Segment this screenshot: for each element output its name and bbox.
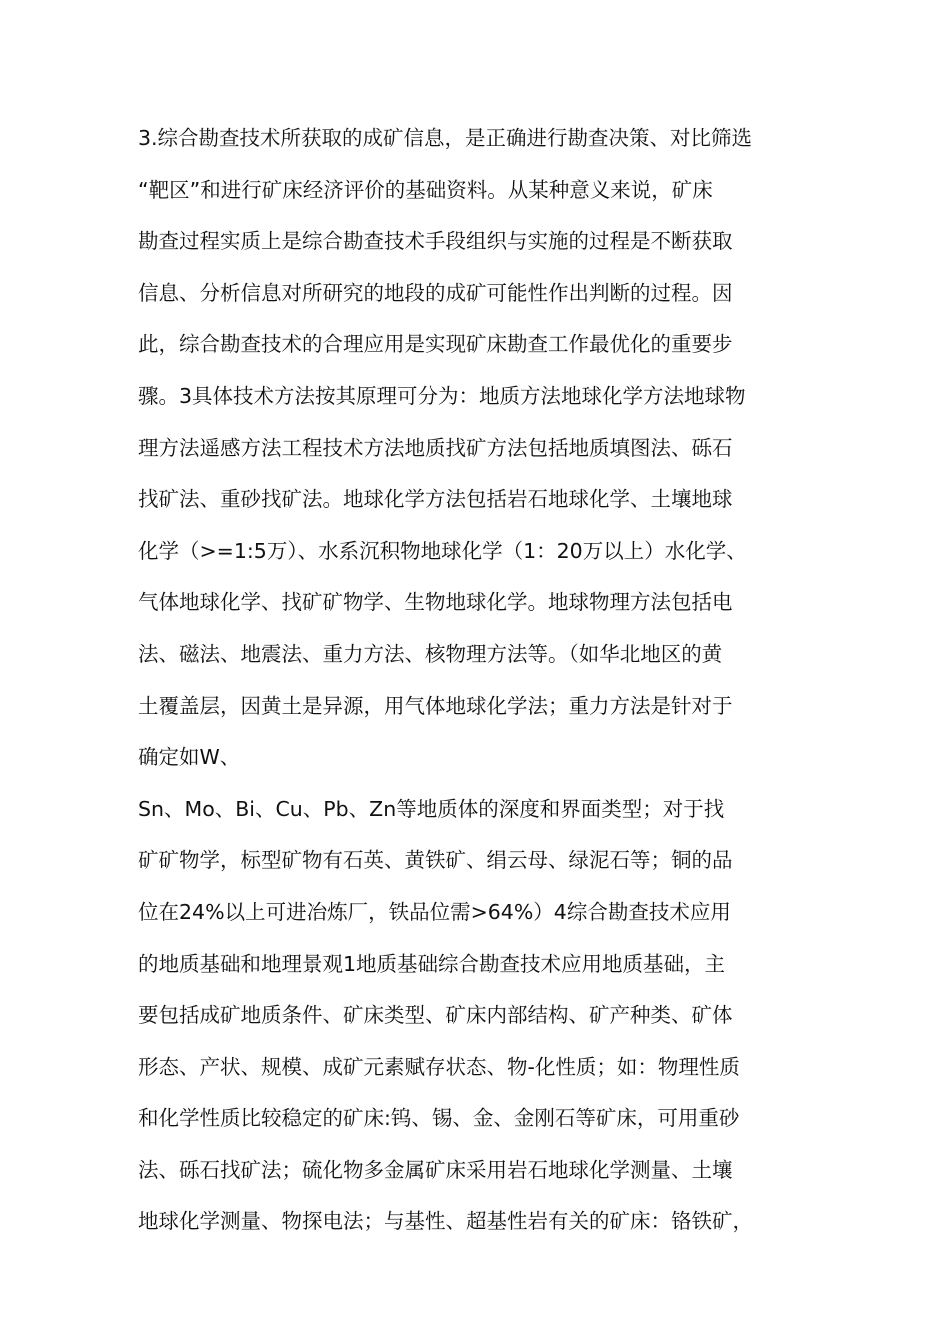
text-line: 和化学性质比较稳定的矿床:钨、锡、金、金刚石等矿床，可用重砂 <box>138 1106 740 1131</box>
text-line: 理方法遥感方法工程技术方法地质找矿方法包括地质填图法、砾石 <box>138 435 733 460</box>
text-line: 土覆盖层，因黄土是异源，用气体地球化学法；重力方法是针对于 <box>138 693 733 718</box>
text-line: 地球化学测量、物探电法；与基性、超基性岩有关的矿床：铬铁矿， <box>138 1209 753 1234</box>
text-line: 矿矿物学，标型矿物有石英、黄铁矿、绢云母、绿泥石等；铜的品 <box>138 848 733 873</box>
text-line: 的地质基础和地理景观1地质基础综合勘查技术应用地质基础，主 <box>138 951 726 976</box>
text-line: 形态、产状、规模、成矿元素赋存状态、物-化性质；如：物理性质 <box>138 1054 740 1079</box>
text-line: 法、砾石找矿法；硫化物多金属矿床采用岩石地球化学测量、土壤 <box>138 1157 733 1182</box>
text-line: 位在24%以上可进冶炼厂，铁品位需>64%）4综合勘查技术应用 <box>138 899 731 924</box>
text-line: 要包括成矿地质条件、矿床类型、矿床内部结构、矿产种类、矿体 <box>138 1003 733 1028</box>
text-line: 找矿法、重砂找矿法。地球化学方法包括岩石地球化学、土壤地球 <box>138 487 733 512</box>
text-line: 确定如W、 <box>138 745 241 770</box>
text-line: 化学（>=1:5万）、水系沉积物地球化学（1：20万以上）水化学、 <box>138 538 747 563</box>
text-line: 3.综合勘查技术所获取的成矿信息，是正确进行勘查决策、对比筛选 <box>138 126 753 150</box>
text-line: 此，综合勘查技术的合理应用是实现矿床勘查工作最优化的重要步 <box>138 332 733 357</box>
text-line: 气体地球化学、找矿矿物学、生物地球化学。地球物理方法包括电 <box>138 590 733 615</box>
body-paragraph <box>138 113 828 1248</box>
text-line: 骤。3具体技术方法按其原理可分为：地质方法地球化学方法地球物 <box>138 383 746 408</box>
text-line: Sn、Mo、Bi、Cu、Pb、Zn等地质体的深度和界面类型；对于找 <box>138 796 725 821</box>
text-line: 信息、分析信息对所研究的地段的成矿可能性作出判断的过程。因 <box>138 280 733 305</box>
text-line: 法、磁法、地震法、重力方法、核物理方法等。（如华北地区的黄 <box>138 641 723 666</box>
text-line: 勘查过程实质上是综合勘查技术手段组织与实施的过程是不断获取 <box>138 229 733 254</box>
text-line: “靶区”和进行矿床经济评价的基础资料。从某种意义来说，矿床 <box>138 177 713 202</box>
